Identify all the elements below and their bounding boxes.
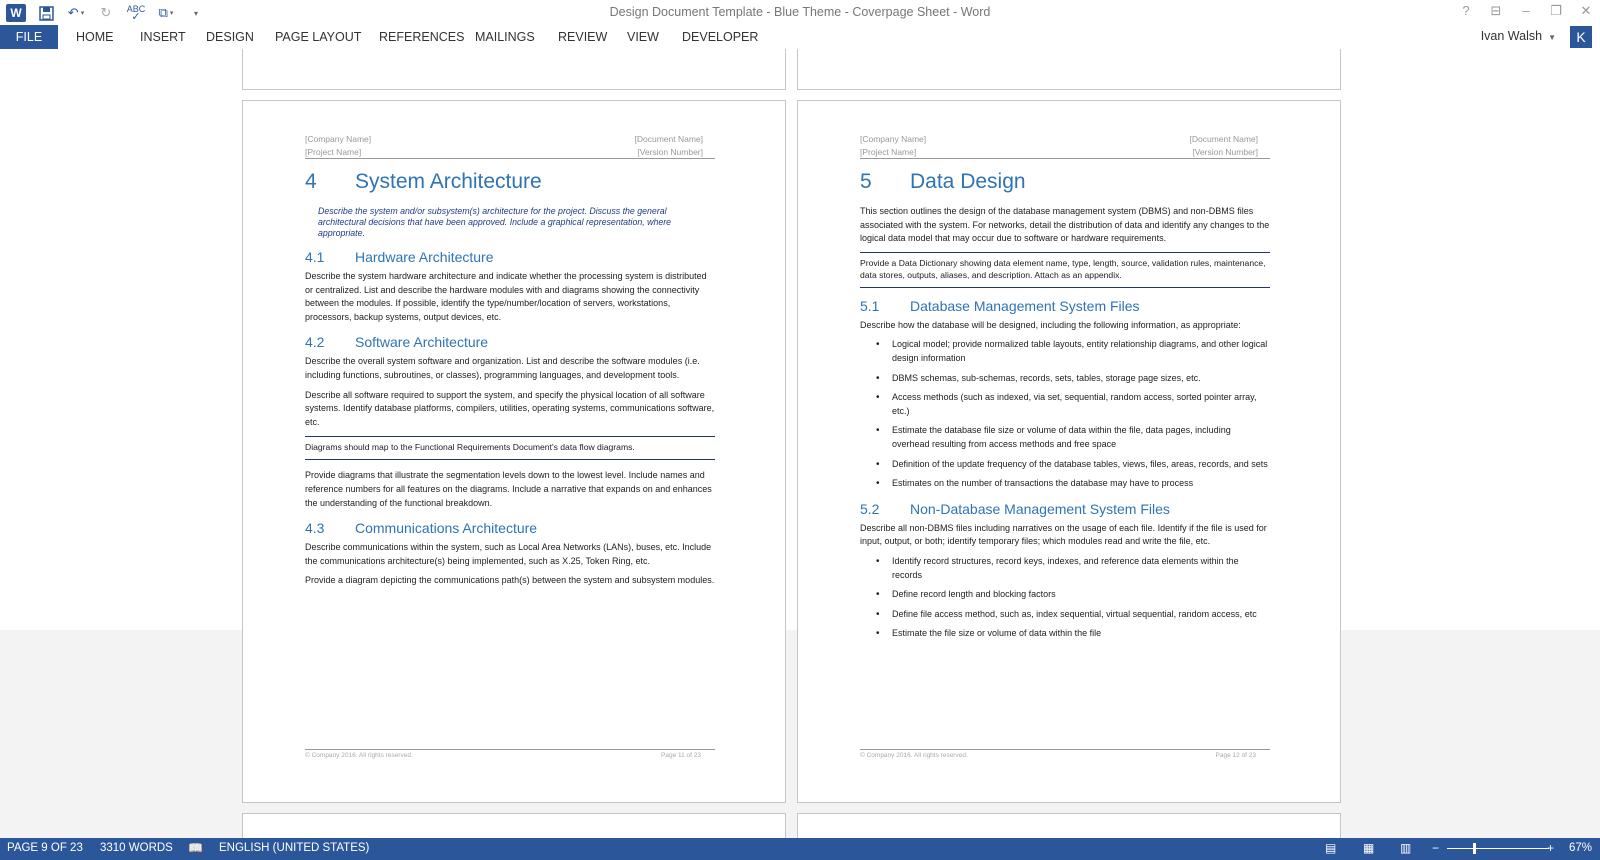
heading-2 [860,500,1270,518]
list-item: • Identify record structures, record keys, indexes, and reference data elements within the records [874,555,1270,582]
window-title: Design Document Template - Blue Theme - Coverpage Sheet - Word [609,5,991,19]
ribbon-tabs [0,25,1600,49]
next-page-right [797,813,1341,838]
zoom-level[interactable]: 67% [1569,842,1593,854]
bullet-list [874,338,1270,490]
list-item: • Definition of the update frequency of the database tables, views, files, areas, records, and sets [874,458,1270,472]
header-company-name: [Company Name] [305,134,372,144]
page-12[interactable] [797,100,1341,803]
heading-number: 4.3 [305,520,325,537]
footer-page-number: Page 12 of 23 [1215,752,1256,759]
window-controls [1458,3,1594,19]
language-indicator[interactable]: ENGLISH (UNITED STATES) [219,842,370,854]
list-item: • Define record length and blocking factors [874,588,1270,602]
instruction-text: Describe the system and/or subsystem(s) architecture for the project. Discuss the general architectural decisions that have been approved. Include a graphical representation, where appropriate. [318,206,672,238]
tab-mailings[interactable]: MAILINGS [475,30,535,44]
list-item: • Access methods (such as indexed, via set, sequential, random access, sorted pointer array, etc.) [874,391,1270,418]
heading-text: Non-Database Management System Files [910,500,1170,517]
heading-text: Database Management System Files [910,297,1140,314]
zoom-slider[interactable] [1447,848,1549,849]
undo-icon[interactable]: ↶ ▾ [67,5,85,20]
heading-number: 5 [860,170,872,193]
paragraph: Describe the system hardware architecture and indicate whether the processing system is distributed or centralized. List and describe the hardware modules with and diagrams showing the connectivity between the modules. If possible, identify the type/number/location of servers, workstations, processors, backup systems, output devices, etc. [305,271,707,322]
page-11[interactable] [242,100,786,803]
paragraph: This section outlines the design of the database management system (DBMS) and non-DBMS files associated with the system. For networks, detail the distribution of data and identify any changes to the logical data model that may occur due to software or hardware requirements. [860,206,1270,244]
callout-box: Diagrams should map to the Functional Requirements Document's data flow diagrams. [305,436,715,460]
help-icon[interactable]: ? [1462,3,1470,18]
heading-text: System Architecture [355,170,542,193]
page-header [305,133,715,159]
paragraph: Describe communications within the system, such as Local Area Networks (LANs), buses, etc. Include the communications architecture(s) being implemented, such as X.25, Token Ring, etc. [305,542,712,566]
spelling-check-icon[interactable]: ABC ✓ [126,4,146,23]
heading-1 [860,169,1270,195]
zoom-in-icon[interactable]: + [1547,841,1555,855]
heading-number: 5.1 [860,297,880,314]
user-account[interactable] [1481,29,1556,43]
tab-design[interactable]: DESIGN [206,30,254,44]
footer-page-number: Page 11 of 23 [661,752,701,759]
list-item: • DBMS schemas, sub-schemas, records, sets, tables, storage page sizes, etc. [874,372,1270,386]
word-app-icon[interactable]: W [6,4,26,22]
heading-2 [305,333,715,351]
header-version-number: [Version Number] [1192,146,1258,157]
page-header [860,133,1270,159]
heading-2 [305,519,715,537]
footer-copyright: © Company 2016. All rights reserved. [305,752,413,759]
header-document-name: [Document Name] [634,134,703,144]
paragraph: Describe all non-DBMS files including narratives on the usage of each file. Identify if the file is used for input, output, or both; identify temporary files; which modules read and write the file, etc. [860,522,1267,547]
tab-developer[interactable]: DEVELOPER [682,30,759,44]
heading-2 [305,248,715,266]
tab-review[interactable]: REVIEW [558,30,608,44]
word-count[interactable]: 3310 WORDS [100,842,173,854]
heading-2 [860,297,1270,315]
zoom-slider-thumb[interactable] [1473,843,1476,854]
web-layout-icon[interactable]: ▥ [1400,841,1412,855]
proofing-icon[interactable]: 📖 [188,841,203,855]
paragraph: Provide diagrams that illustrate the segmentation levels down to the lowest level. Include names and reference numbers for all features on the diagrams. Include a narrative that expands on and enhances the understanding of the functional breakdown. [305,470,712,508]
list-item: • Estimate the file size or volume of data within the file [874,627,1270,641]
paragraph: Describe how the database will be designed, including the following information, as appropriate: [860,319,1241,330]
tab-references[interactable]: REFERENCES [379,30,465,44]
heading-text: Data Design [910,170,1026,193]
header-project-name: [Project Name] [860,146,917,157]
copy-format-icon[interactable]: ⧉ ▾ [158,5,174,20]
heading-number: 4.2 [305,334,325,351]
ribbon-display-options-icon[interactable]: ⊟ [1490,3,1502,18]
heading-text: Software Architecture [355,334,489,351]
header-project-name: [Project Name] [305,146,362,157]
list-item: • Logical model; provide normalized table layouts, entity relationship diagrams, and other logical design information [874,338,1270,365]
heading-1 [305,169,715,195]
read-mode-icon[interactable]: ▤ [1325,841,1337,855]
header-document-name: [Document Name] [1189,134,1258,144]
user-name: Ivan Walsh [1480,29,1543,43]
paragraph: Describe the overall system software and organization. List and describe the software modules (i.e. including functions, subroutines, or classes), programming languages, and development tools. [305,356,700,380]
paragraph: Provide a diagram depicting the communications path(s) between the system and subsystem modules. [305,575,715,586]
heading-number: 4.1 [305,249,325,265]
heading-number: 4 [305,170,317,193]
list-item: • Estimates on the number of transactions the database may have to process [874,477,1270,491]
redo-icon[interactable]: ↻ [100,5,112,20]
tab-view[interactable]: VIEW [627,30,659,44]
status-bar [0,838,1600,860]
tab-insert[interactable]: INSERT [140,30,186,44]
header-company-name: [Company Name] [860,134,927,144]
header-version-number: [Version Number] [637,146,703,157]
chevron-down-icon: ▼ [1548,33,1556,42]
page-footer [305,749,715,759]
bullet-list [874,555,1270,641]
tab-home[interactable]: HOME [76,30,114,44]
tab-file[interactable]: FILE [0,25,58,49]
customize-toolbar-icon[interactable]: ▾ [193,8,198,18]
next-page-left [242,813,786,838]
heading-number: 5.2 [860,500,880,517]
callout-box: Provide a Data Dictionary showing data element name, type, length, source, validation rules, maintenance, data stores, outputs, aliases, and description. Attach as an appendix. [860,252,1270,288]
page-indicator[interactable]: PAGE 9 OF 23 [7,842,83,854]
list-item: • Estimate the database file size or volume of data within the file, data pages, including overhead resulting from access methods and free space [874,424,1270,451]
document-area[interactable] [0,49,1600,838]
previous-page-right [797,49,1341,90]
heading-text: Hardware Architecture [355,249,494,265]
print-layout-icon[interactable]: ▦ [1363,841,1375,855]
zoom-out-icon[interactable]: − [1432,841,1440,855]
list-item: • Define file access method, such as, index sequential, virtual sequential, random access, etc [874,608,1270,622]
previous-page-left [242,49,786,90]
page-footer [860,749,1270,759]
minimize-icon[interactable]: – [1522,3,1530,18]
title-bar [0,0,1600,25]
heading-text: Communications Architecture [355,520,538,537]
tab-page-layout[interactable]: PAGE LAYOUT [275,30,362,44]
restore-icon[interactable]: ❐ [1550,3,1562,18]
close-icon[interactable]: ✕ [1580,3,1592,18]
avatar[interactable]: K [1570,26,1592,48]
paragraph: Describe all software required to support the system, and specify the physical location of all software systems. Identify database platforms, compilers, utilities, operating systems, communications software, etc. [305,389,715,427]
footer-copyright: © Company 2016. All rights reserved. [860,752,968,759]
